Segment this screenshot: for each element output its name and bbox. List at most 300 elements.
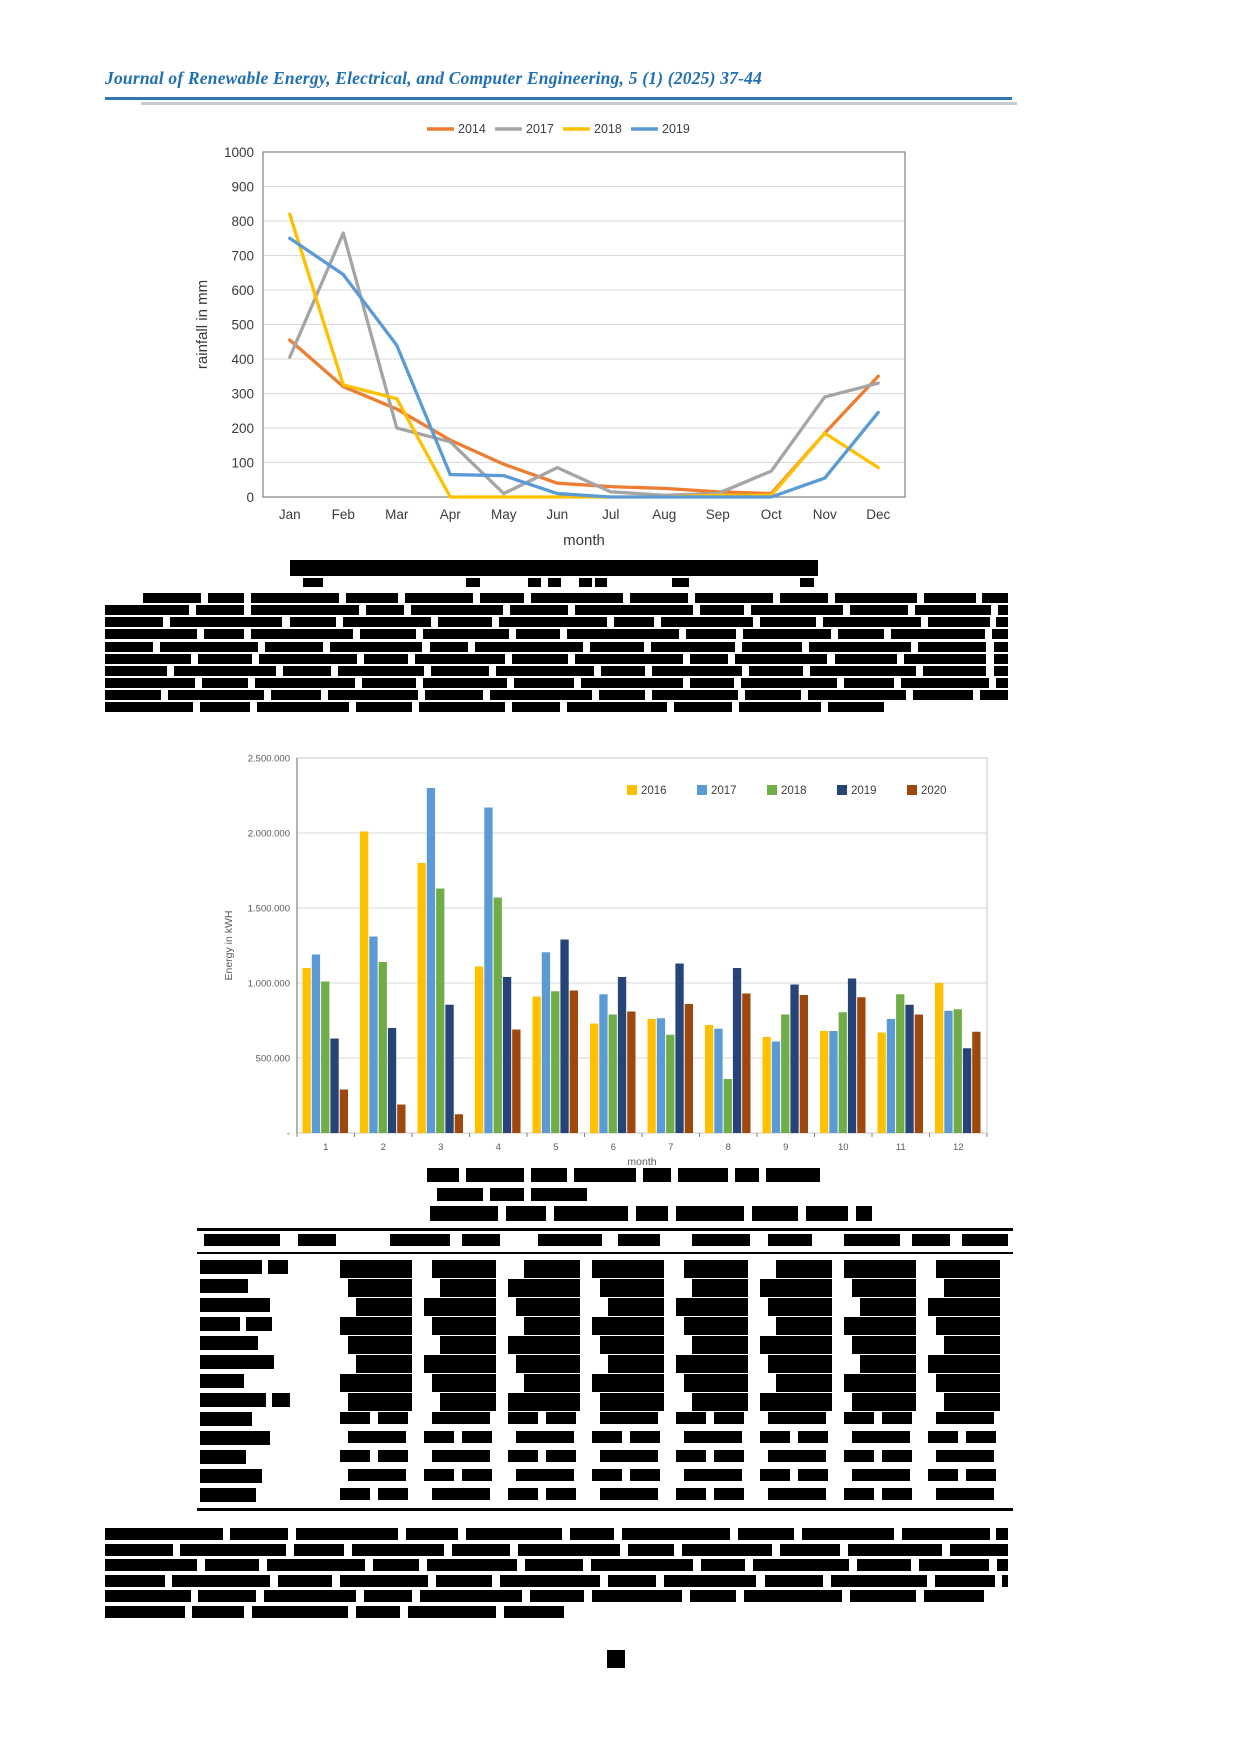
- redaction-bar: [198, 654, 252, 664]
- redaction-bar: [752, 1206, 798, 1221]
- svg-text:9: 9: [783, 1142, 789, 1153]
- redaction-bar: [518, 1544, 620, 1556]
- redaction-bar: [749, 666, 803, 676]
- svg-text:2017: 2017: [526, 122, 554, 136]
- redaction-bar: [852, 1469, 910, 1481]
- svg-text:7: 7: [668, 1142, 674, 1153]
- redaction-bar: [936, 1260, 1000, 1278]
- redaction-bar: [852, 1431, 910, 1443]
- redaction-bar: [802, 1528, 894, 1540]
- redaction-bar: [202, 678, 248, 688]
- svg-text:1000: 1000: [223, 145, 254, 160]
- redaction-bar: [105, 642, 153, 652]
- redaction-bar: [255, 678, 355, 688]
- redaction-bar: [844, 1450, 874, 1462]
- redaction-bar: [440, 1393, 496, 1411]
- redaction-bar: [524, 1374, 580, 1392]
- redaction-bar: [600, 1393, 664, 1411]
- redaction-bar: [652, 690, 738, 700]
- redaction-bar: [105, 1544, 173, 1556]
- redaction-bar: [432, 1260, 496, 1278]
- redaction-bar: [567, 702, 667, 712]
- redaction-bar: [936, 1450, 994, 1462]
- redaction-bar: [928, 1355, 1000, 1373]
- redaction-bar: [600, 1488, 658, 1500]
- redaction-bar: [923, 666, 986, 676]
- redaction-bar: [200, 1488, 256, 1502]
- redaction-bar: [994, 642, 1008, 652]
- redaction-bar: [676, 1488, 706, 1500]
- svg-text:Apr: Apr: [439, 507, 461, 522]
- redaction-bar: [508, 1488, 538, 1500]
- redaction-bar: [630, 1431, 660, 1443]
- redaction-bar: [290, 560, 818, 576]
- redaction-bar: [257, 702, 349, 712]
- redaction-bar: [915, 605, 991, 615]
- redaction-bar: [652, 666, 742, 676]
- redaction-bar: [512, 654, 568, 664]
- redaction-bar: [776, 1317, 832, 1335]
- redaction-bar: [901, 678, 989, 688]
- redaction-bar: [352, 1544, 444, 1556]
- journal-header-title: Journal of Renewable Energy, Electrical, and Computer Engineering, 5 (1) (2025) 37-44: [105, 68, 763, 88]
- svg-text:0: 0: [246, 490, 254, 505]
- redaction-bar: [105, 1606, 185, 1618]
- redaction-bar: [742, 642, 802, 652]
- redaction-bar: [760, 1336, 832, 1354]
- redaction-bar: [674, 702, 732, 712]
- redaction-bar: [524, 1317, 580, 1335]
- redaction-bar: [760, 1279, 832, 1297]
- redaction-bar: [607, 1650, 625, 1668]
- redaction-bar: [701, 1559, 745, 1571]
- redaction-bar: [850, 1590, 916, 1602]
- redaction-bar: [424, 1298, 496, 1316]
- redaction-bar: [744, 1590, 842, 1602]
- redaction-bar: [935, 1575, 995, 1587]
- redaction-bar: [200, 1260, 262, 1274]
- redaction-bar: [424, 1431, 454, 1443]
- redaction-bar: [835, 593, 917, 603]
- redaction-bar: [267, 1559, 365, 1571]
- svg-text:Jun: Jun: [546, 507, 569, 522]
- redaction-bar: [516, 1355, 580, 1373]
- redaction-bar: [808, 690, 906, 700]
- redaction-bar: [328, 690, 418, 700]
- redaction-bar: [466, 578, 480, 587]
- redaction-bar: [546, 1488, 576, 1500]
- redaction-bar: [856, 1206, 872, 1221]
- redaction-bar: [600, 1450, 658, 1462]
- redaction-bar: [438, 617, 492, 627]
- redaction-bar: [348, 1469, 406, 1481]
- redaction-bar: [844, 678, 894, 688]
- redaction-bar: [504, 1606, 564, 1618]
- redaction-bar: [823, 617, 921, 627]
- redaction-bar: [848, 1544, 942, 1556]
- redaction-bar: [259, 654, 357, 664]
- svg-text:month: month: [563, 532, 605, 549]
- redaction-bar: [918, 642, 986, 652]
- redaction-bar: [230, 1528, 288, 1540]
- redaction-bar: [514, 678, 574, 688]
- svg-text:4: 4: [495, 1142, 501, 1153]
- redaction-bar: [362, 678, 416, 688]
- redaction-bar: [567, 629, 679, 639]
- redaction-bar: [174, 666, 276, 676]
- redaction-bar: [499, 617, 607, 627]
- redaction-bar: [105, 1575, 165, 1587]
- redaction-bar: [338, 666, 424, 676]
- redaction-bar: [192, 1606, 244, 1618]
- redaction-bar: [508, 1393, 580, 1411]
- redaction-bar: [692, 1393, 748, 1411]
- redaction-bar: [264, 1590, 356, 1602]
- svg-text:Nov: Nov: [812, 507, 837, 522]
- redaction-bar: [745, 690, 801, 700]
- svg-text:300: 300: [231, 386, 254, 402]
- redaction-bar: [200, 1355, 274, 1369]
- redaction-bar: [508, 1336, 580, 1354]
- redaction-bar: [524, 1260, 580, 1278]
- redaction-bar: [408, 1606, 496, 1618]
- redaction-bar: [994, 666, 1008, 676]
- svg-text:rainfall in mm: rainfall in mm: [194, 279, 211, 370]
- redaction-bar: [432, 1488, 490, 1500]
- redaction-bar: [636, 1206, 668, 1221]
- redaction-bar: [196, 605, 244, 615]
- svg-text:5: 5: [553, 1142, 559, 1153]
- redaction-bar: [160, 642, 258, 652]
- redaction-bar: [741, 678, 837, 688]
- redaction-bar: [496, 666, 594, 676]
- redaction-bar: [462, 1469, 492, 1481]
- redaction-bar: [546, 1412, 576, 1424]
- redaction-bar: [265, 642, 323, 652]
- redaction-bar: [528, 578, 541, 587]
- redaction-bar: [676, 1412, 706, 1424]
- redaction-bar: [575, 654, 683, 664]
- redaction-bar: [168, 690, 264, 700]
- svg-text:Oct: Oct: [760, 507, 782, 522]
- redaction-bar: [768, 1355, 832, 1373]
- redaction-bar: [882, 1450, 912, 1462]
- redaction-bar: [340, 1374, 412, 1392]
- redaction-bar: [944, 1393, 1000, 1411]
- svg-text:2019: 2019: [851, 785, 877, 797]
- redaction-bar: [800, 578, 814, 587]
- redaction-bar: [340, 1450, 370, 1462]
- redaction-bar: [944, 1336, 1000, 1354]
- redaction-bar: [530, 1590, 584, 1602]
- redaction-bar: [516, 1469, 574, 1481]
- redaction-bar: [200, 1393, 266, 1407]
- redaction-bar: [105, 617, 163, 627]
- redaction-bar: [692, 1279, 748, 1297]
- redaction-bar: [592, 1317, 664, 1335]
- svg-text:100: 100: [231, 455, 254, 471]
- svg-text:Mar: Mar: [385, 507, 409, 522]
- svg-text:800: 800: [231, 214, 254, 229]
- redaction-bar: [601, 666, 645, 676]
- redaction-bar: [913, 690, 973, 700]
- redaction-bar: [366, 605, 404, 615]
- redaction-bar: [828, 702, 884, 712]
- redaction-bar: [600, 1412, 658, 1424]
- redaction-bar: [105, 1528, 223, 1540]
- svg-text:1: 1: [323, 1142, 329, 1153]
- redaction-bar: [902, 1528, 990, 1540]
- redaction-bar: [780, 1544, 840, 1556]
- redaction-bar: [600, 1336, 664, 1354]
- redaction-bar: [516, 1431, 574, 1443]
- svg-text:2018: 2018: [781, 785, 807, 797]
- redaction-bar: [105, 702, 193, 712]
- redaction-bar: [200, 1317, 240, 1331]
- energy-bar-chart: [212, 748, 1012, 1178]
- redaction-bar: [765, 1575, 823, 1587]
- redaction-bar: [591, 1559, 693, 1571]
- svg-text:10: 10: [837, 1142, 849, 1153]
- redaction-bar: [500, 1575, 600, 1587]
- redaction-bar: [684, 1431, 742, 1443]
- redaction-bar: [768, 1450, 826, 1462]
- redaction-bar: [200, 1412, 252, 1426]
- svg-text:Aug: Aug: [652, 507, 677, 522]
- redaction-bar: [531, 1168, 567, 1182]
- svg-text:12: 12: [952, 1142, 964, 1153]
- redaction-bar: [844, 1317, 916, 1335]
- svg-text:900: 900: [231, 179, 254, 195]
- redaction-bar: [105, 629, 197, 639]
- redaction-bar: [798, 1431, 828, 1443]
- redaction-bar: [424, 1469, 454, 1481]
- redaction-bar: [516, 1298, 580, 1316]
- redaction-bar: [340, 1317, 412, 1335]
- redaction-bar: [343, 617, 431, 627]
- svg-text:Jan: Jan: [278, 507, 301, 522]
- redaction-bar: [420, 1590, 522, 1602]
- redaction-bar: [466, 1528, 562, 1540]
- redaction-bar: [411, 605, 503, 615]
- redaction-bar: [695, 593, 773, 603]
- redaction-bar: [508, 1279, 580, 1297]
- redaction-bar: [246, 1317, 272, 1331]
- redaction-bar: [590, 642, 644, 652]
- redaction-bar: [290, 617, 336, 627]
- svg-text:6: 6: [610, 1142, 616, 1153]
- svg-text:1.500.000: 1.500.000: [247, 903, 290, 915]
- redaction-bar: [928, 617, 990, 627]
- redaction-bar: [432, 1450, 490, 1462]
- redaction-bar: [690, 1590, 736, 1602]
- header-rule-gray: [141, 102, 1017, 105]
- redaction-bar: [480, 593, 524, 603]
- redaction-bar: [378, 1450, 408, 1462]
- redaction-bar: [996, 617, 1008, 627]
- redaction-bar: [432, 1317, 496, 1335]
- redaction-bar: [966, 1431, 996, 1443]
- redaction-bar: [912, 1234, 950, 1246]
- redaction-bar: [735, 1168, 759, 1182]
- redaction-bar: [373, 1559, 419, 1571]
- redaction-bar: [844, 1374, 916, 1392]
- redaction-bar: [936, 1488, 994, 1500]
- redaction-bar: [962, 1234, 1008, 1246]
- redaction-bar: [676, 1206, 744, 1221]
- redaction-bar: [204, 629, 244, 639]
- redaction-bar: [600, 1279, 664, 1297]
- redaction-bar: [904, 654, 986, 664]
- redaction-bar: [437, 1188, 483, 1201]
- redaction-bar: [844, 1260, 916, 1278]
- svg-text:month: month: [627, 1156, 657, 1168]
- svg-text:Energy in kWH: Energy in kWH: [223, 910, 235, 981]
- redaction-bar: [810, 666, 916, 676]
- redaction-bar: [997, 1559, 1008, 1571]
- redaction-bar: [798, 1469, 828, 1481]
- svg-text:2019: 2019: [662, 122, 690, 136]
- redaction-bar: [432, 1374, 496, 1392]
- redaction-bar: [860, 1298, 916, 1316]
- redaction-bar: [364, 654, 408, 664]
- redaction-bar: [462, 1431, 492, 1443]
- redaction-bar: [608, 1575, 656, 1587]
- redaction-bar: [251, 593, 339, 603]
- redaction-bar: [844, 1488, 874, 1500]
- redaction-bar: [760, 617, 816, 627]
- redaction-bar: [838, 629, 884, 639]
- svg-text:2016: 2016: [641, 785, 667, 797]
- redaction-bar: [651, 642, 735, 652]
- redaction-bar: [809, 642, 911, 652]
- redaction-bar: [738, 1528, 794, 1540]
- svg-text:Jul: Jul: [602, 507, 620, 522]
- svg-text:1.000.000: 1.000.000: [247, 978, 290, 990]
- redaction-bar: [348, 1393, 412, 1411]
- redaction-bar: [378, 1412, 408, 1424]
- redaction-bar: [200, 1298, 270, 1312]
- redaction-bar: [664, 1575, 756, 1587]
- svg-text:3: 3: [438, 1142, 444, 1153]
- redaction-bar: [200, 1469, 262, 1483]
- redaction-bar: [760, 1393, 832, 1411]
- redaction-bar: [200, 1336, 258, 1350]
- redaction-bar: [490, 690, 592, 700]
- redaction-bar: [200, 1431, 270, 1445]
- redaction-bar: [928, 1469, 958, 1481]
- redaction-bar: [430, 1206, 498, 1221]
- redaction-bar: [356, 1606, 400, 1618]
- redaction-bar: [424, 1355, 496, 1373]
- redaction-bar: [599, 690, 645, 700]
- redaction-bar: [531, 1188, 587, 1201]
- redaction-bar: [440, 1336, 496, 1354]
- svg-text:600: 600: [231, 283, 254, 298]
- redaction-bar: [390, 1234, 450, 1246]
- redaction-bar: [996, 1528, 1008, 1540]
- redaction-bar: [431, 666, 489, 676]
- redaction-bar: [251, 605, 359, 615]
- redaction-bar: [760, 1431, 790, 1443]
- rainfall-line-chart: [190, 118, 920, 563]
- redaction-bar: [579, 578, 592, 587]
- redaction-bar: [852, 1279, 916, 1297]
- redaction-bar: [298, 1234, 336, 1246]
- redaction-bar: [296, 1528, 398, 1540]
- redaction-bar: [251, 629, 353, 639]
- redaction-bar: [272, 1393, 290, 1407]
- redaction-bar: [950, 1544, 1008, 1556]
- redaction-bar: [105, 690, 161, 700]
- redaction-bar: [592, 1374, 664, 1392]
- redaction-bar: [538, 1234, 602, 1246]
- redaction-bar: [294, 1544, 344, 1556]
- redaction-bar: [271, 690, 321, 700]
- svg-text:2.000.000: 2.000.000: [247, 828, 290, 840]
- redaction-bar: [768, 1412, 826, 1424]
- redaction-bar: [197, 1252, 1013, 1254]
- redaction-bar: [630, 593, 688, 603]
- redaction-bar: [844, 1412, 874, 1424]
- redaction-bar: [180, 1544, 286, 1556]
- redaction-bar: [595, 578, 607, 587]
- redaction-bar: [844, 1234, 900, 1246]
- redaction-bar: [570, 1528, 614, 1540]
- redaction-bar: [982, 593, 1008, 603]
- redaction-bar: [575, 605, 693, 615]
- redaction-bar: [475, 642, 583, 652]
- redaction-bar: [427, 1559, 517, 1571]
- redaction-bar: [581, 678, 683, 688]
- redaction-bar: [614, 617, 654, 627]
- svg-text:400: 400: [231, 352, 254, 367]
- redaction-bar: [340, 1412, 370, 1424]
- redaction-bar: [919, 1559, 989, 1571]
- redaction-bar: [684, 1260, 748, 1278]
- redaction-bar: [690, 654, 728, 664]
- redaction-bar: [143, 593, 201, 603]
- svg-text:700: 700: [231, 248, 254, 264]
- redaction-bar: [356, 1298, 412, 1316]
- redaction-bar: [768, 1298, 832, 1316]
- redaction-bar: [516, 629, 560, 639]
- redaction-bar: [419, 702, 505, 712]
- redaction-bar: [928, 1431, 958, 1443]
- redaction-bar: [360, 629, 416, 639]
- redaction-bar: [525, 1559, 583, 1571]
- redaction-bar: [415, 654, 505, 664]
- redaction-bar: [996, 678, 1008, 688]
- svg-text:-: -: [286, 1128, 290, 1140]
- redaction-bar: [776, 1374, 832, 1392]
- redaction-bar: [753, 1559, 849, 1571]
- redaction-bar: [831, 1575, 927, 1587]
- redaction-bar: [430, 642, 468, 652]
- redaction-bar: [806, 1206, 848, 1221]
- redaction-bar: [835, 654, 897, 664]
- redaction-bar: [852, 1393, 916, 1411]
- redaction-bar: [592, 1431, 622, 1443]
- redaction-bar: [1002, 1575, 1008, 1587]
- redaction-bar: [348, 1431, 406, 1443]
- redaction-bar: [466, 1168, 524, 1182]
- redaction-bar: [356, 702, 412, 712]
- svg-text:200: 200: [231, 421, 254, 436]
- redaction-bar: [739, 702, 821, 712]
- svg-text:Sep: Sep: [705, 507, 730, 522]
- redaction-bar: [608, 1298, 664, 1316]
